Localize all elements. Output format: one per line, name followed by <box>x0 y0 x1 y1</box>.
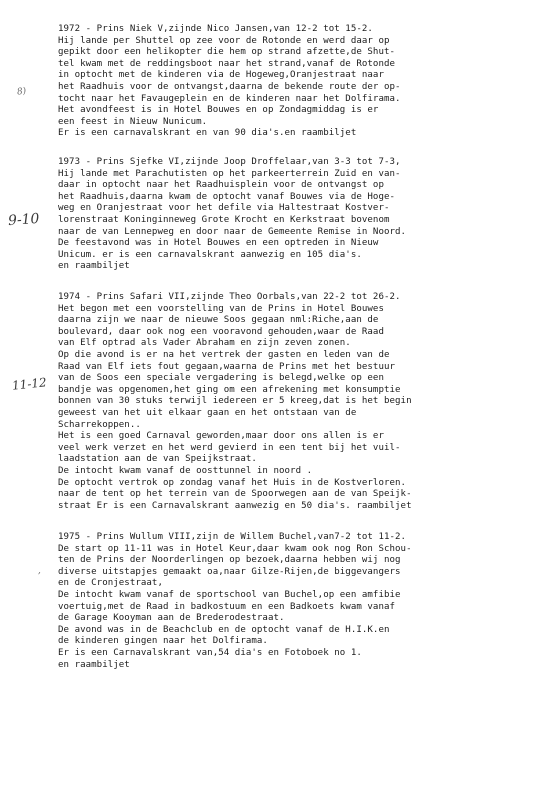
text-line: en raambiljet <box>58 659 130 670</box>
text-line: van de Soos een speciale vergadering is belegd,welke op een <box>58 373 384 384</box>
text-line: Er is een Carnavalskrant van,54 dia's en Fotoboek no 1. <box>58 647 362 658</box>
margin-note: 11-12 <box>11 375 48 393</box>
text-line: straat Er is een Carnavalskrant aanwezig en 50 dia's. raambiljet <box>58 500 412 511</box>
text-line: tel kwam met de reddingsboot naar het strand,vanaf de Rotonde <box>58 58 396 69</box>
text-line: De intocht kwam vanaf de oosttunnel in noord . <box>58 465 313 476</box>
text-line: van Elf optrad als Vader Abraham en zijn zeven zonen. <box>58 338 351 349</box>
text-line: Raad van Elf iets fout gegaan,waarna de Prins met het bestuur <box>58 361 396 372</box>
text-line: De intocht kwam vanaf de sportschool van Buchel,op een amfibie <box>58 589 401 600</box>
text-line: ten de Prins der Noorderlingen op bezoek,daarna hebben wij nog <box>58 555 401 566</box>
text-line: naar de tent op het terrein van de Spoorwegen aan de van Speijk- <box>58 489 412 500</box>
text-line: lorenstraat Koninginneweg Grote Krocht en Kerkstraat bovenom <box>58 214 390 225</box>
text-line: gepikt door een helikopter die hem op strand afzette,de Shut- <box>58 47 396 58</box>
text-line: 1975 - Prins Wullum VIII,zijn de Willem Buchel,van7-2 tot 11-2. <box>58 532 407 542</box>
text-line: en raambiljet <box>58 261 130 272</box>
text-line: De start op 11-11 was in Hotel Keur,daar kwam ook nog Ron Schou- <box>58 543 412 554</box>
text-line: Er is een carnavalskrant en van 90 dia's.en raambiljet <box>58 128 357 139</box>
text-line: Op die avond is er na het vertrek der gasten en leden van de <box>58 349 390 360</box>
text-line: 1974 - Prins Safari VII,zijnde Theo Oorbals,van 22-2 tot 26-2. <box>58 292 401 302</box>
margin-note: 9-10 <box>7 210 40 230</box>
text-line: laadstation aan de van Speijkstraat. <box>58 454 257 465</box>
text-line: daar in optocht naar het Raadhuisplein voor de ontvangst op <box>58 180 384 191</box>
text-line: en de Cronjestraat, <box>58 578 163 589</box>
text-line: de kinderen gingen naar het Dolfirama. <box>58 636 268 647</box>
text-line: 1972 - Prins Niek V,zijnde Nico Jansen,van 12-2 tot 15-2. <box>58 24 373 34</box>
text-line: weg en Oranjestraat voor het defile via Haltestraat Kostver- <box>58 203 390 214</box>
text-line: geweest van het uit elkaar gaan en het ontstaan van de <box>58 407 357 418</box>
text-line: 1973 - Prins Sjefke VI,zijnde Joop Droffelaar,van 3-3 tot 7-3, <box>58 157 401 167</box>
text-line: bandje was opgenomen,het ging om een afrekening met konsumptie <box>58 384 401 395</box>
entry-1975 <box>58 532 553 671</box>
entry-1972 <box>58 24 553 140</box>
text-line: diverse uitstapjes gemaakt oa,naar Gilze-Rijen,de biggevangers <box>58 566 401 577</box>
text-line: Hij lande per Shuttel op zee voor de Rotonde en werd daar op <box>58 35 390 46</box>
text-line: voertuig,met de Raad in badkostuum en een Badkoets kwam vanaf <box>58 601 396 612</box>
text-line: het Raadhuis voor de ontvangst,daarna de bekende route der op- <box>58 81 401 92</box>
text-line: veel werk verzet en het werd gevierd in een tent bij het vuil- <box>58 442 401 453</box>
text-line: het Raadhuis,daarna kwam de optocht vanaf Bouwes via de Hoge- <box>58 191 396 202</box>
text-line: boulevard, daar ook nog een vooravond gehouden,waar de Raad <box>58 326 384 337</box>
text-line: bonnen van 30 stuks terwijl iedereen er 5 kreeg,dat is het begin <box>58 396 412 407</box>
text-line: De optocht vertrok op zondag vanaf het Huis in de Kostverloren. <box>58 477 407 488</box>
text-line: een feest in Nieuw Nunicum. <box>58 116 208 127</box>
margin-note: , <box>38 566 41 576</box>
text-line: Het is een goed Carnaval geworden,maar door ons allen is er <box>58 431 384 442</box>
text-line: Het avondfeest is in Hotel Bouwes en op Zondagmiddag is er <box>58 105 379 116</box>
text-line: Unicum. er is een carnavalskrant aanwezig en 105 dia's. <box>58 249 362 260</box>
text-line: Hij lande met Parachutisten op het parkeerterrein Zuid en van- <box>58 168 401 179</box>
text-line: De feestavond was in Hotel Bouwes en een optreden in Nieuw <box>58 238 379 249</box>
text-line: naar de van Lennepweg en door naar de Gemeente Remise in Noord. <box>58 226 407 237</box>
entry-1974 <box>58 292 553 512</box>
margin-note: 8) <box>16 86 27 98</box>
text-line: De avond was in de Beachclub en de optocht vanaf de H.I.K.en <box>58 624 390 635</box>
text-line: de Garage Kooyman aan de Brederodestraat. <box>58 613 285 624</box>
text-line: in optocht met de kinderen via de Hogeweg,Oranjestraat naar <box>58 70 384 81</box>
text-line: Scharrekoppen.. <box>58 419 141 430</box>
text-line: daarna zijn we naar de nieuwe Soos gegaan nml:Riche,aan de <box>58 315 379 326</box>
text-line: Het begon met een voorstelling van de Prins in Hotel Bouwes <box>58 303 384 314</box>
entry-1973 <box>58 157 553 273</box>
text-line: tocht naar het Favaugeplein en de kinderen naar het Dolfirama. <box>58 93 401 104</box>
